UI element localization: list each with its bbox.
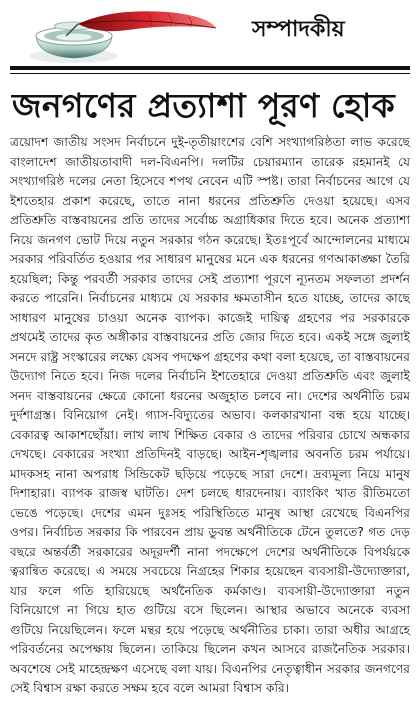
header-rule-thick [10, 66, 410, 70]
article-headline: জনগণের প্রত্যাশা পূরণ হোক [12, 86, 395, 125]
header-rule-thin [10, 73, 410, 74]
quill-pen-inkwell-icon [18, 6, 218, 66]
section-label: সম্পাদকীয় [252, 17, 345, 42]
article-body: ত্রয়োদশ জাতীয় সংসদ নির্বাচনে দুই-তৃতীয়াংশের বেশি সংখ্যাগরিষ্ঠতা লাভ করেছে বাংলাদেশ জাতীয়তাবাদী দল-বিএনপি। দলটির চেয়ারম্যান তারেক রহমানই যে সংখ্যাগরিষ্ঠ দলের নেতা হিসেবে শপথ নেবেন এটি স্পষ্ট। তারা নির্বাচনের আগে যে ইশতেহার প্রকাশ করেছে, তাতে নানা ধরনের প্রতিশ্রুতি দেওয়া হয়েছে। এসব প্রতিশ্রুতি বাস্তবায়নের প্রতি তাদের সর্বোচ্চ অগ্রাধিকার দিতে হবে। অনেক প্রত্যাশা নিয়ে জনগণ ভোট দিয়ে নতুন সরকার গঠন করেছে। ইতঃপূর্বে আন্দোলনের মাধ্যমে সরকার পরিবর্তিত হওয়ার পর সাধারণ মানুষের মনে এক ধরনের গণআকাঙ্ক্ষা তৈরি হয়েছিল; কিন্তু পরবর্তী সরকার তাদের সেই প্রত্যাশা পূরণে ন্যূনতম সফলতা প্রদর্শন করতে পারেনি। নির্বাচনের মাধ্যমে যে সরকার ক্ষমতাসীন হতে যাচ্ছে, তাদের কাছে সাধারণ মানুষের চাওয়া অনেক ব্যাপক। কাজেই দায়িত্ব গ্রহণের পর সরকারকে প্রথমেই তাদের কৃত অঙ্গীকার বাস্তবায়নের প্রতি জোর দিতে হবে। একই সঙ্গে জুলাই সনদে রাষ্ট্র সংস্কারের লক্ষ্যে যেসব পদক্ষেপ গ্রহণের কথা বলা হয়েছে, তা বাস্তবায়নের উদ্যোগ নিতে হবে। নিজ দলের নির্বাচনি ইশতেহারে দেওয়া প্রতিশ্রুতি এবং জুলাই সনদ বাস্তবায়নের ক্ষেত্রে কোনো ধরনের অজুহাত চলবে না। দেশের অর্থনীতি চরম দুর্দশাগ্রস্ত। বিনিয়োগ নেই। গ্যাস-বিদ্যুতের অভাব। কলকারখানা বন্ধ হয়ে যাচ্ছে। বেকারত্ব আকাশছোঁয়া। লাখ লাখ শিক্ষিত বেকার ও তাদের পরিবার চোখে অন্ধকার দেখছে। বেকারের সংখ্যা প্রতিদিনই বাড়ছে। আইন-শৃঙ্খলার অবনতি চরম পর্যায়ে। মাদকসহ নানা অপরাধ সিন্ডিকেট ছড়িয়ে পড়েছে সারা দেশে। দ্রব্যমূল্য নিয়ে মানুষ দিশাহারা। ব্যাপক রাজস্ব ঘাটতি। দেশ চলছে ধারদেনায়। ব্যাংকিং খাত রীতিমতো ভেঙে পড়েছে। দেশের এমন দুঃসহ পরিস্থিতিতে মানুষ আস্থা রেখেছে বিএনপির ওপর। নির্বাচিত সরকার কি পারবেন প্রায় ডুবন্ত অর্থনীতিকে টেনে তুলতে? গত দেড় বছরে অন্তর্বর্তী সরকারের অদূরদর্শী নানা পদক্ষেপে দেশের অর্থনীতিকে বিপর্যয়কে ত্বরান্বিত করেছে। এ সময়ে সবচেয়ে নিগ্রহের শিকার হয়েছেন ব্যবসায়ী-উদ্যোক্তারা, যার ফলে গতি হারিয়েছে অর্থনৈতিক কর্মকাণ্ড। ব্যবসায়ী-উদ্যোক্তারা নতুন বিনিয়োগে না গিয়ে হাত গুটিয়ে বসে ছিলেন। আস্থার অভাবে অনেকে ব্যবসা গুটিয়ে নিয়েছিলেন। ফলে মন্থর হয়ে পড়েছে অর্থনীতির চাকা। তারা অধীর আগ্রহে পরিবর্তনের অপেক্ষায় ছিলেন। তাকিয়ে ছিলেন কখন আসবে রাজনৈতিক সরকার। অবশেষে সেই মাহেন্দ্রক্ষণ এসেছে বলা যায়। বিএনপির নেতৃত্বাধীন সরকার জনগণের সেই বিশ্বাস রক্ষা করতে সক্ষম হবে বলে আমরা বিশ্বাস করি। [10, 135, 410, 695]
editorial-header [0, 0, 420, 84]
